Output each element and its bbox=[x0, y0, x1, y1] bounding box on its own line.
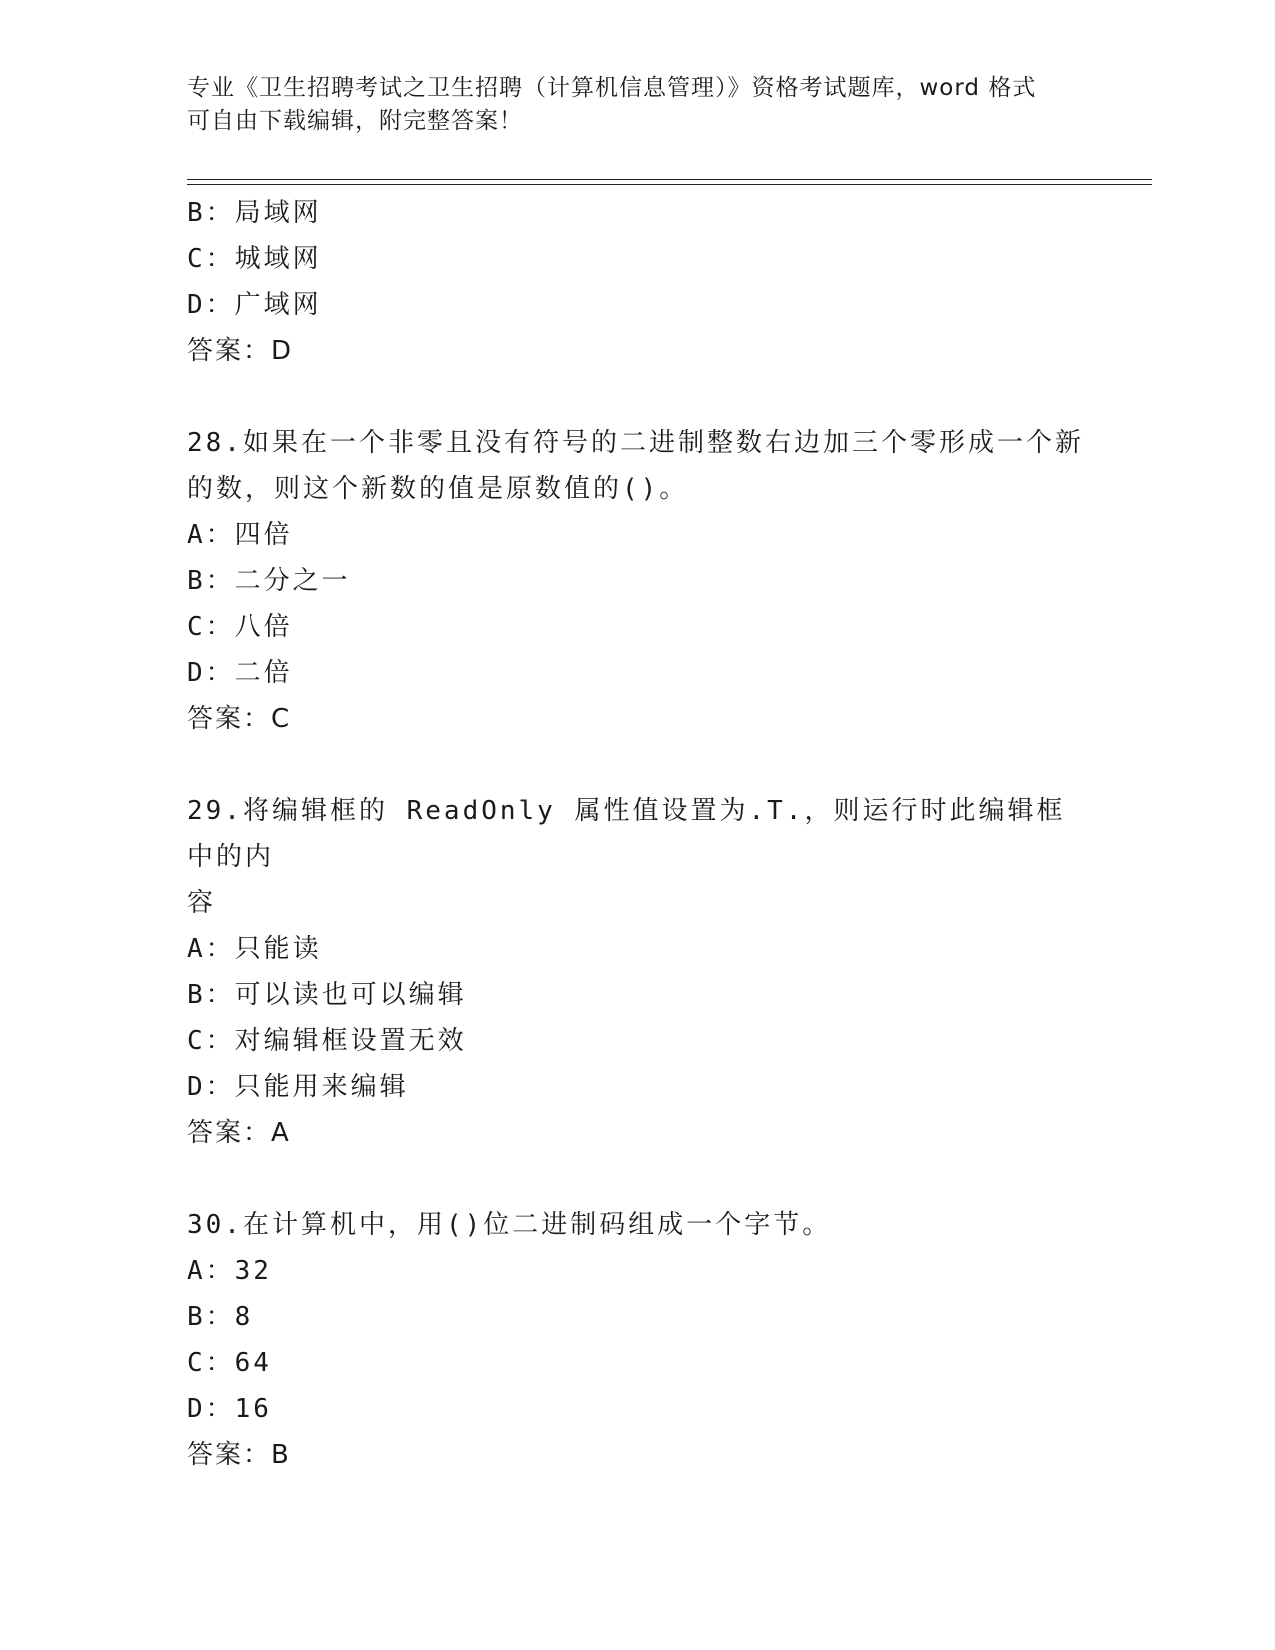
document-header bbox=[187, 72, 1087, 138]
option-a: A：32 bbox=[187, 1256, 272, 1286]
option-b: B：8 bbox=[187, 1302, 254, 1332]
header-rule-bottom bbox=[187, 184, 1152, 185]
option-b: B：局域网 bbox=[187, 198, 322, 228]
question-28 bbox=[187, 420, 1087, 742]
option-c: C：对编辑框设置无效 bbox=[187, 1026, 467, 1056]
header-line-2: 可自由下载编辑，附完整答案！ bbox=[187, 108, 523, 134]
question-29 bbox=[187, 788, 1087, 1156]
header-line-1: 专业《卫生招聘考试之卫生招聘（计算机信息管理）》资格考试题库，word 格式 bbox=[187, 75, 1037, 101]
answer-line: 答案：C bbox=[187, 704, 292, 734]
question-stem-line-1: 29.将编辑框的 ReadOnly 属性值设置为.T.，则运行时此编辑框中的内 bbox=[187, 796, 1066, 872]
question-stem-line-1: 28.如果在一个非零且没有符号的二进制整数右边加三个零形成一个新 bbox=[187, 428, 1084, 458]
option-c: C：城域网 bbox=[187, 244, 322, 274]
option-b: B：可以读也可以编辑 bbox=[187, 980, 467, 1010]
option-a: A：四倍 bbox=[187, 520, 293, 550]
question-stem-line-2: 容 bbox=[187, 888, 217, 918]
question-list bbox=[187, 190, 1087, 1478]
option-d: D：只能用来编辑 bbox=[187, 1072, 409, 1102]
answer-line: 答案：A bbox=[187, 1118, 291, 1148]
option-b: B：二分之一 bbox=[187, 566, 351, 596]
question-30 bbox=[187, 1202, 1087, 1478]
option-c: C：64 bbox=[187, 1348, 272, 1378]
question-stem-line-2: 的数，则这个新数的值是原数值的()。 bbox=[187, 474, 689, 504]
option-d: D：16 bbox=[187, 1394, 272, 1424]
answer-line: 答案：B bbox=[187, 1440, 291, 1470]
question-27-continued bbox=[187, 190, 1087, 374]
header-rule-top bbox=[187, 179, 1152, 180]
question-stem-line-1: 30.在计算机中，用()位二进制码组成一个字节。 bbox=[187, 1210, 832, 1240]
option-d: D：二倍 bbox=[187, 658, 293, 688]
option-c: C：八倍 bbox=[187, 612, 293, 642]
option-a: A：只能读 bbox=[187, 934, 322, 964]
option-d: D：广域网 bbox=[187, 290, 322, 320]
answer-line: 答案：D bbox=[187, 336, 294, 366]
